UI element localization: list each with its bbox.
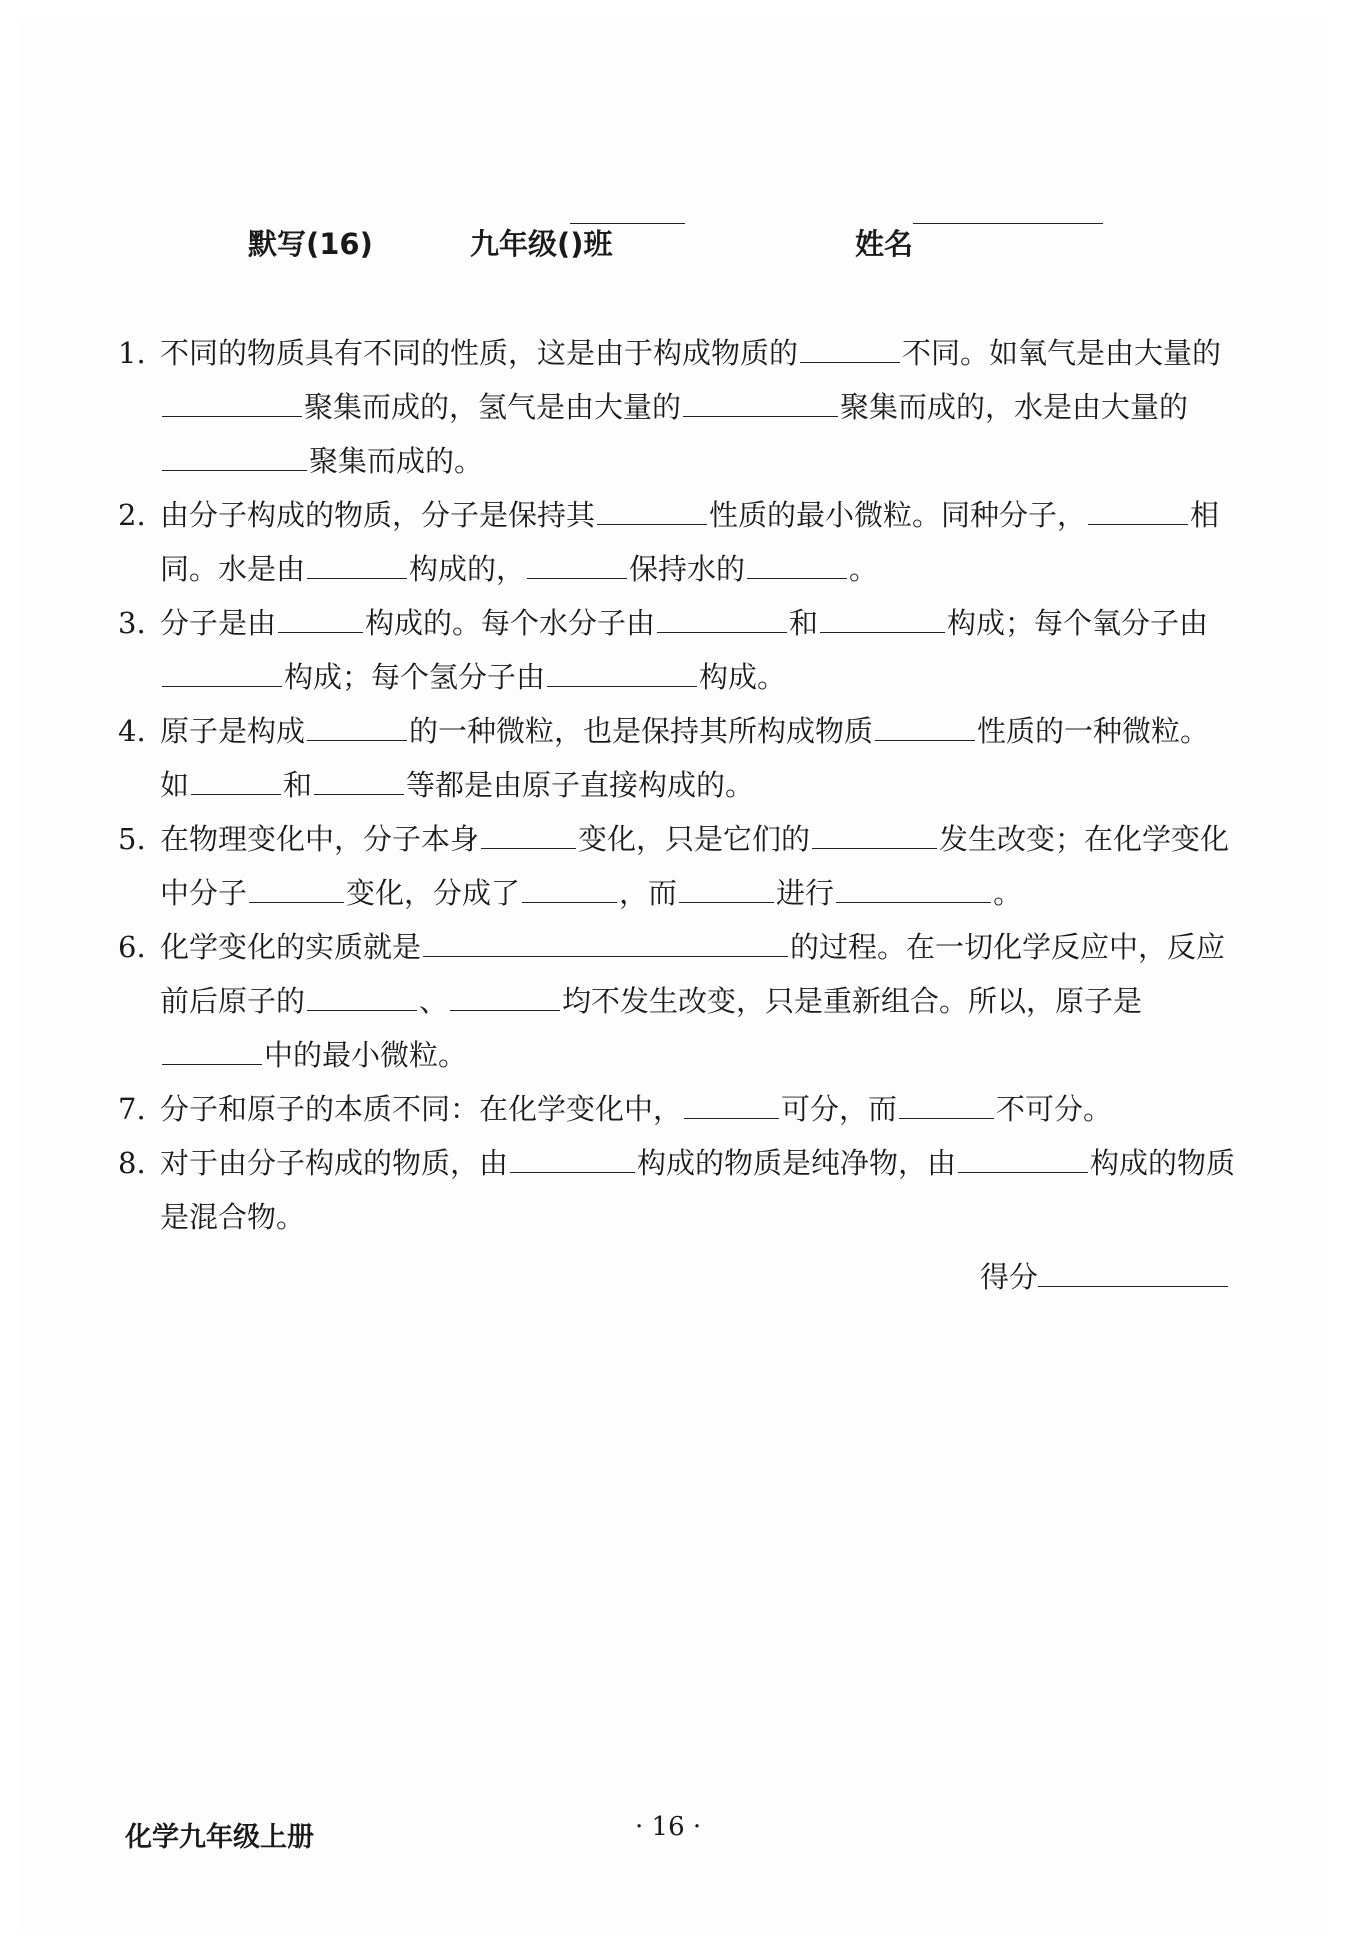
question-text: 保持水的 bbox=[629, 552, 746, 586]
question-item bbox=[118, 326, 1238, 488]
question-text: 和 bbox=[789, 606, 819, 640]
answer-blank[interactable] bbox=[450, 1009, 560, 1011]
answer-blank[interactable] bbox=[162, 469, 307, 471]
worksheet-title: 默写(16) bbox=[248, 227, 373, 261]
question-text: 分子是由 bbox=[160, 606, 277, 640]
answer-blank[interactable] bbox=[657, 631, 787, 633]
question-text: 均不发生改变，只是重新组合。所以，原子是 bbox=[562, 984, 1143, 1018]
class-field bbox=[470, 222, 613, 263]
name-field bbox=[855, 222, 913, 263]
answer-blank[interactable] bbox=[278, 631, 363, 633]
answer-blank[interactable] bbox=[597, 523, 707, 525]
question-text: 不可分。 bbox=[996, 1092, 1113, 1126]
answer-blank[interactable] bbox=[800, 361, 900, 363]
answer-blank[interactable] bbox=[307, 1009, 417, 1011]
question-text: 和 bbox=[283, 768, 313, 802]
answer-blank[interactable] bbox=[307, 739, 407, 741]
question-text: 构成的， bbox=[409, 552, 526, 586]
score-field bbox=[980, 1255, 1228, 1296]
page-number: · 16 · bbox=[635, 1812, 702, 1842]
answer-blank[interactable] bbox=[836, 901, 991, 903]
grade-prefix: 九年级( bbox=[470, 227, 571, 261]
score-label: 得分 bbox=[980, 1260, 1039, 1294]
question-text: 在物理变化中，分子本身 bbox=[160, 822, 480, 856]
answer-blank[interactable] bbox=[162, 1063, 262, 1065]
question-item bbox=[118, 812, 1238, 920]
question-item bbox=[118, 596, 1238, 704]
answer-blank[interactable] bbox=[747, 577, 847, 579]
answer-blank[interactable] bbox=[1088, 523, 1188, 525]
answer-blank[interactable] bbox=[683, 415, 838, 417]
answer-blank[interactable] bbox=[423, 955, 788, 957]
question-text: 聚集而成的，氢气是由大量的 bbox=[304, 390, 682, 424]
question-text: 构成。 bbox=[699, 660, 787, 694]
question-text: 变化，分成了 bbox=[346, 876, 521, 910]
question-text: 对于由分子构成的物质，由 bbox=[160, 1146, 509, 1180]
question-text: 构成的物质是混合物。 bbox=[160, 1146, 1236, 1234]
question-text: 发生改变；在化学变化中分子 bbox=[160, 822, 1230, 910]
question-text: 等都是由原子直接构成的。 bbox=[406, 768, 755, 802]
question-number: 4. bbox=[118, 714, 146, 748]
answer-blank[interactable] bbox=[307, 577, 407, 579]
answer-blank[interactable] bbox=[875, 739, 975, 741]
grade-suffix: )班 bbox=[570, 227, 613, 261]
question-list bbox=[118, 326, 1238, 1244]
answer-blank[interactable] bbox=[249, 901, 344, 903]
answer-blank[interactable] bbox=[162, 415, 302, 417]
question-text: 性质的一种微粒。如 bbox=[160, 714, 1210, 802]
answer-blank[interactable] bbox=[812, 847, 937, 849]
question-text: 可分，而 bbox=[781, 1092, 898, 1126]
question-text: 的一种微粒，也是保持其所构成物质 bbox=[409, 714, 874, 748]
question-text: 构成的物质是纯净物，由 bbox=[637, 1146, 957, 1180]
question-text: 、 bbox=[419, 984, 449, 1018]
answer-blank[interactable] bbox=[191, 793, 281, 795]
question-number: 2. bbox=[118, 498, 146, 532]
question-number: 1. bbox=[118, 336, 146, 370]
question-item bbox=[118, 1082, 1238, 1136]
question-text: 相同。水是由 bbox=[160, 498, 1220, 586]
name-blank[interactable] bbox=[913, 222, 1103, 224]
book-title: 化学九年级上册 bbox=[125, 1822, 314, 1853]
answer-blank[interactable] bbox=[899, 1117, 994, 1119]
question-text: 的过程。在一切化学反应中，反应前后原子的 bbox=[160, 930, 1226, 1018]
score-blank[interactable] bbox=[1038, 1285, 1228, 1287]
answer-blank[interactable] bbox=[958, 1171, 1088, 1173]
question-text: 不同。如氧气是由大量的 bbox=[902, 336, 1222, 370]
question-text: 中的最小微粒。 bbox=[264, 1038, 468, 1072]
question-text: 构成；每个氧分子由 bbox=[947, 606, 1209, 640]
question-text: 聚集而成的。 bbox=[309, 444, 484, 478]
answer-blank[interactable] bbox=[510, 1171, 635, 1173]
question-text: ，而 bbox=[619, 876, 678, 910]
question-text: 。 bbox=[993, 876, 1023, 910]
question-text: 性质的最小微粒。同种分子， bbox=[709, 498, 1087, 532]
question-text: 原子是构成 bbox=[160, 714, 306, 748]
question-number: 7. bbox=[118, 1092, 146, 1126]
question-text: 化学变化的实质就是 bbox=[160, 930, 422, 964]
answer-blank[interactable] bbox=[527, 577, 627, 579]
question-text: 不同的物质具有不同的性质，这是由于构成物质的 bbox=[160, 336, 799, 370]
question-number: 5. bbox=[118, 822, 146, 856]
question-item bbox=[118, 920, 1238, 1082]
question-item bbox=[118, 704, 1238, 812]
question-text: 变化，只是它们的 bbox=[578, 822, 811, 856]
question-number: 6. bbox=[118, 930, 146, 964]
question-item bbox=[118, 488, 1238, 596]
answer-blank[interactable] bbox=[547, 685, 697, 687]
question-text: 。 bbox=[849, 552, 879, 586]
answer-blank[interactable] bbox=[314, 793, 404, 795]
question-item bbox=[118, 1136, 1238, 1244]
question-number: 3. bbox=[118, 606, 146, 640]
answer-blank[interactable] bbox=[522, 901, 617, 903]
question-text: 聚集而成的，水是由大量的 bbox=[840, 390, 1189, 424]
name-label: 姓名 bbox=[855, 227, 914, 261]
question-text: 构成；每个氢分子由 bbox=[284, 660, 546, 694]
answer-blank[interactable] bbox=[679, 901, 774, 903]
answer-blank[interactable] bbox=[820, 631, 945, 633]
question-text: 进行 bbox=[776, 876, 835, 910]
answer-blank[interactable] bbox=[162, 685, 282, 687]
question-text: 构成的。每个水分子由 bbox=[365, 606, 656, 640]
question-text: 分子和原子的本质不同：在化学变化中， bbox=[160, 1092, 683, 1126]
answer-blank[interactable] bbox=[684, 1117, 779, 1119]
question-number: 8. bbox=[118, 1146, 146, 1180]
class-blank[interactable] bbox=[570, 222, 685, 224]
answer-blank[interactable] bbox=[481, 847, 576, 849]
question-text: 由分子构成的物质，分子是保持其 bbox=[160, 498, 596, 532]
